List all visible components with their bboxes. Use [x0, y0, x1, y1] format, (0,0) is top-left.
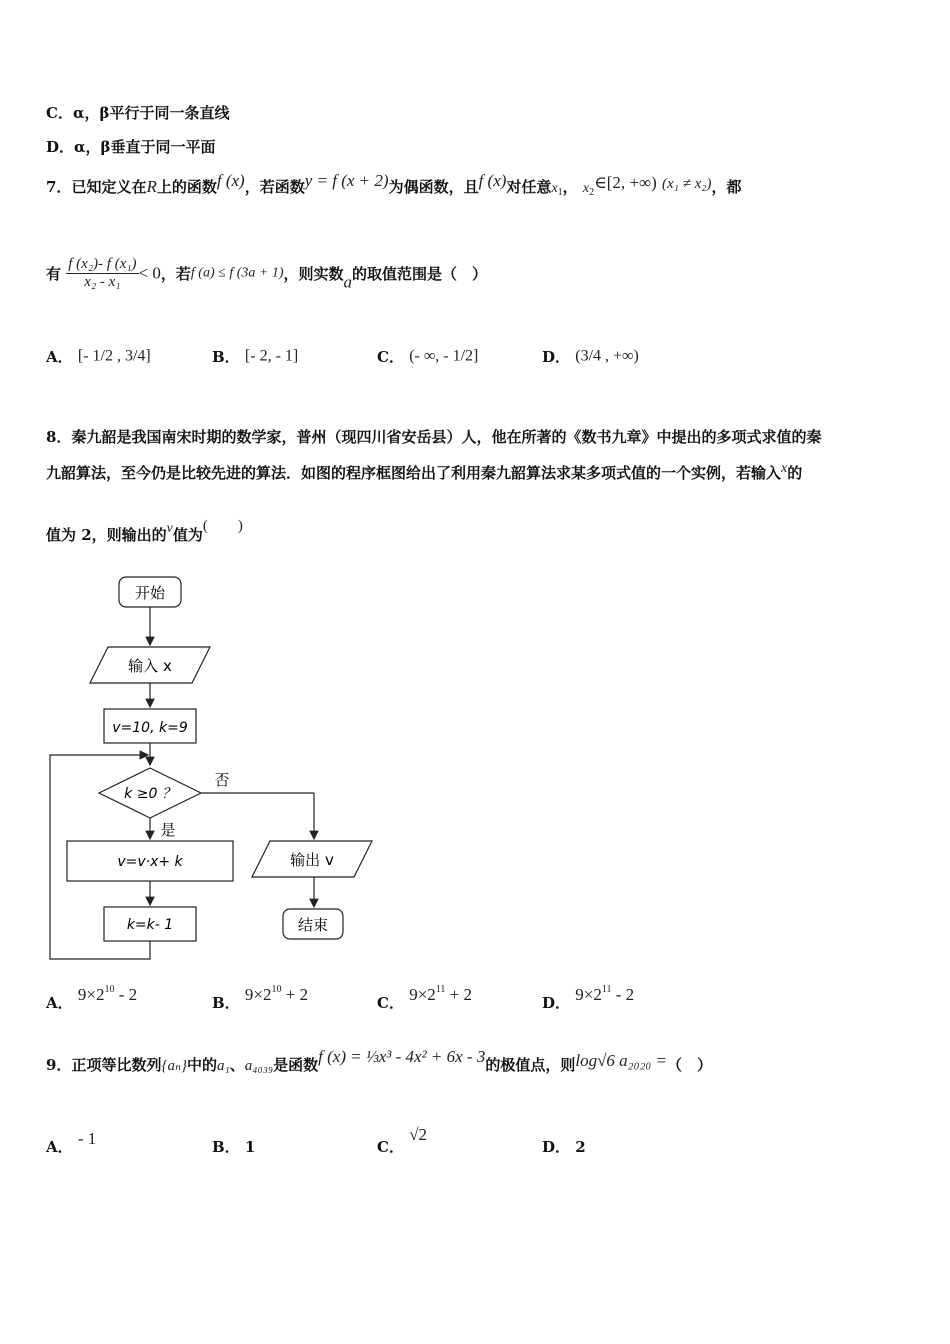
q6-option-d: D．α，β垂直于同一平面 [46, 138, 216, 156]
q7-math-interval: ∈[2, +∞) [594, 173, 657, 192]
q8-option-c-expr [409, 985, 472, 1004]
q7-x2-sub: 2 [589, 187, 595, 198]
q9-option-c[interactable] [377, 1124, 428, 1156]
q8-option-a-label: A． [46, 994, 73, 1012]
q8-option-d-expr [575, 985, 634, 1004]
q9-option-a-label: A． [46, 1138, 73, 1156]
q9-text: 的极值点，则 [485, 1056, 576, 1074]
q9-stem [46, 1047, 713, 1075]
q9-option-c-label: C． [377, 1138, 404, 1156]
q8-stem-line3 [46, 518, 243, 545]
q7-math-x2 [583, 181, 594, 196]
q7-text: 有 [46, 265, 62, 283]
q7-option-c-expr: (- ∞, - 1/2] [409, 347, 479, 365]
q8-option-d-tail: - 2 [611, 985, 635, 1004]
q7-stem-line1 [46, 171, 742, 198]
q8-option-a-exp: 10 [104, 984, 115, 995]
q9-option-c-value: √2 [409, 1125, 428, 1144]
q8-option-a-tail: - 2 [114, 985, 138, 1004]
q9-option-a[interactable] [46, 1128, 97, 1156]
q7-number: 7． [46, 178, 72, 196]
q7-fraction-denominator: x₂ - x₁ [84, 274, 121, 290]
q8-math-x: x [781, 461, 788, 476]
q7-math-yfx2: y = f (x + 2) [304, 171, 389, 190]
q8-math-v: v [166, 521, 173, 536]
q9-text: 中的 [187, 1056, 218, 1074]
q9-math-sequence: {aₙ} [161, 1058, 188, 1074]
q7-text: ，若函数 [244, 178, 305, 196]
q8-option-b-tail: + 2 [281, 985, 309, 1004]
flow-init-label: v=10, k=9 [112, 720, 188, 736]
q8-text: 的 [787, 464, 803, 482]
q7-text: ，若 [160, 265, 191, 283]
q7-option-c-label: C． [377, 348, 404, 366]
flow-input-label: 输入 x [128, 657, 172, 675]
flow-output-label: 输出 v [290, 851, 334, 869]
q7-text: ，都 [711, 178, 742, 196]
q9-option-d-label: D． [542, 1138, 571, 1156]
q8-flowchart [0, 565, 400, 985]
q8-answer-paren: ( ) [202, 518, 243, 534]
q9-text: 是函数 [273, 1056, 319, 1074]
q7-option-b-expr: [- 2, - 1] [244, 347, 299, 365]
q9-text: （ ） [667, 1056, 713, 1074]
q8-option-d[interactable] [542, 984, 635, 1012]
q8-text: 值为 [172, 526, 203, 544]
q7-option-d-expr: (3/4 , +∞) [575, 347, 639, 365]
q8-option-c-exp: 11 [435, 984, 446, 995]
q7-option-c[interactable] [377, 346, 478, 367]
q8-text: 值为 2，则输出的 [46, 526, 167, 544]
q7-math-x1 [551, 181, 562, 196]
q7-comma: ， [562, 178, 578, 196]
q7-math-fraction [66, 256, 138, 291]
flow-decision-label: k ≥0 ？ [124, 786, 176, 802]
q8-option-a[interactable] [46, 984, 138, 1012]
flow-decrement-label: k=k- 1 [126, 917, 174, 933]
q8-option-b-exp: 10 [271, 984, 282, 995]
q7-option-a-label: A． [46, 348, 73, 366]
q9-option-d-value: 2 [575, 1138, 586, 1156]
q7-text: 上的函数 [156, 178, 217, 196]
q8-option-b-expr [245, 985, 308, 1004]
q7-text: 为偶函数，且 [388, 178, 479, 196]
q7-math-lt0: < 0 [138, 263, 161, 283]
flow-start-label: 开始 [134, 584, 166, 602]
q8-option-d-label: D． [542, 994, 571, 1012]
q7-math-a: a [343, 272, 352, 292]
q7-text: ，则实数 [283, 265, 344, 283]
q8-option-b-label: B． [212, 994, 240, 1012]
q7-option-a-expr: [- 1/2 , 3/4] [77, 347, 151, 365]
q8-option-b[interactable] [212, 984, 309, 1012]
q7-text: 的取值范围是（ ） [352, 265, 488, 283]
q7-option-a[interactable] [46, 346, 151, 367]
q9-option-b[interactable] [212, 1136, 255, 1157]
q9-number: 9． [46, 1056, 72, 1074]
q8-text: 秦九韶是我国南宋时期的数学家，普州（现四川省安岳县）人，他在所著的《数书九章》中提出的多项式求值的秦 [71, 428, 822, 446]
q7-x1-sub: 1 [557, 187, 563, 198]
flow-update-label: v=v·x+ k [117, 854, 183, 870]
q7-option-b[interactable] [212, 346, 298, 367]
q7-x1-base: x [551, 181, 558, 196]
q7-math-fx: f (x) [216, 171, 245, 190]
q8-stem-line1 [46, 426, 821, 447]
q8-option-d-exp: 11 [601, 984, 612, 995]
q7-math-ineq: f (a) ≤ f (3a + 1) [190, 265, 284, 281]
q9-option-a-value: - 1 [77, 1129, 97, 1148]
q8-option-c[interactable] [377, 984, 473, 1012]
q9-option-d[interactable] [542, 1136, 586, 1157]
q7-option-b-label: B． [212, 348, 240, 366]
q7-option-d[interactable] [542, 346, 639, 367]
q9-option-b-value: 1 [244, 1138, 256, 1156]
q7-text: 已知定义在 [71, 178, 147, 196]
q6-option-c: C．α，β平行于同一条直线 [46, 104, 230, 122]
q7-math-R: R [146, 177, 157, 196]
flow-end-label: 结束 [297, 916, 329, 934]
q9-text: 、 [229, 1056, 245, 1074]
q8-stem-line2 [46, 462, 802, 483]
q7-math-fx: f (x) [478, 171, 507, 190]
q9-option-b-label: B． [212, 1138, 240, 1156]
q8-option-c-tail: + 2 [445, 985, 473, 1004]
q7-stem-line2 [46, 256, 487, 293]
q9-math-a4039: a₄₀₃₉ [244, 1058, 274, 1074]
q7-x2-base: x [582, 181, 590, 196]
q9-math-function: f (x) = ⅓x³ - 4x² + 6x - 3 [318, 1047, 486, 1066]
q8-option-a-expr [78, 985, 137, 1004]
q7-math-neq: (x₁ ≠ x₂) [661, 176, 712, 192]
q9-math-log: log√6 a₂₀₂₀ = [575, 1051, 668, 1070]
q8-option-c-base: 9×2 [409, 985, 436, 1004]
q7-text: 对任意 [506, 178, 552, 196]
q7-option-d-label: D． [542, 348, 571, 366]
q7-fraction-numerator: f (x₂)- f (x₁) [68, 256, 137, 272]
flow-no-label: 否 [214, 771, 230, 789]
q8-option-c-label: C． [377, 994, 404, 1012]
q9-text: 正项等比数列 [71, 1056, 162, 1074]
q8-text: 九韶算法，至今仍是比较先进的算法．如图的程序框图给出了利用秦九韶算法求某多项式值的一个实例，若输入 [46, 464, 782, 482]
q8-option-a-base: 9×2 [77, 985, 105, 1004]
q8-number: 8． [46, 428, 72, 446]
q8-option-d-base: 9×2 [575, 985, 602, 1004]
flow-yes-label: 是 [160, 821, 176, 839]
q9-math-a1: a₁ [217, 1058, 230, 1074]
q8-option-b-base: 9×2 [244, 985, 272, 1004]
